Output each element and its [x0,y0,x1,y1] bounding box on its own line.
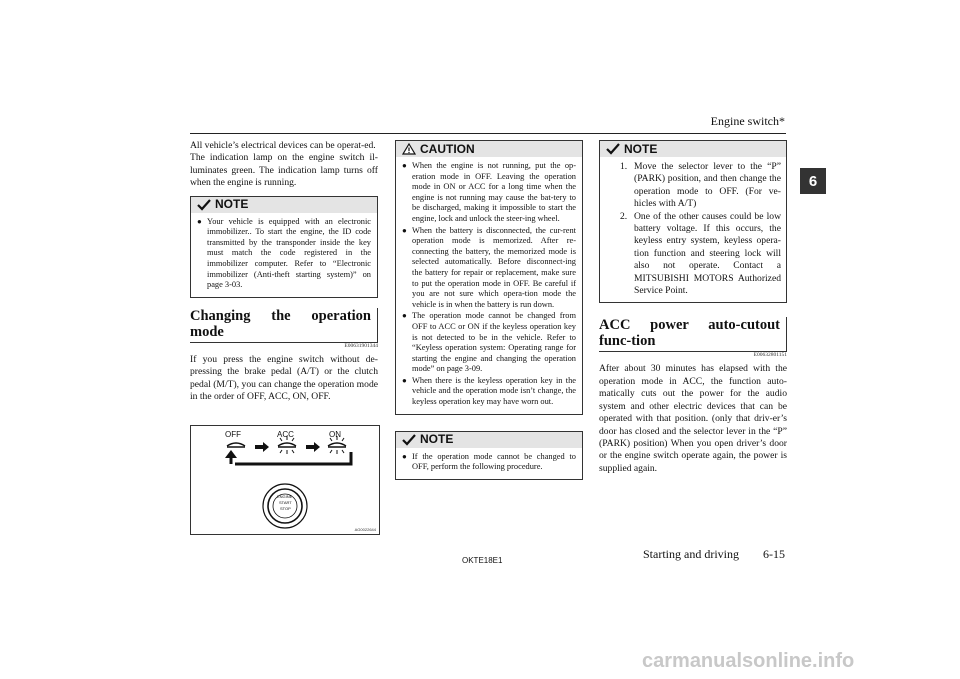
caution-item: When there is the keyless operation key in the vehicle and the operation mode isn’t change, the keyless operation key may have worn out. [412,375,576,407]
note-box-immobilizer [190,196,378,298]
caution-heading: CAUTION [396,141,582,157]
bullet-icon: ● [402,311,407,321]
header-rule [190,133,786,134]
footer-page-number: 6-15 [763,547,785,561]
indication-lamp-text: The indication lamp on the engine switch il-luminates green. The indication lamp turns off when the engine is running. [190,152,378,189]
caution-item: The operation mode cannot be changed from OFF to ACC or ON if the keyless operation key is not detected to be in the vehicle. Refer to “Keyless operation system: Operating range for starting the engine and changing the operation mode” on page 3-09. [412,311,576,374]
bullet-icon: ● [402,225,407,235]
note-check-icon [402,434,416,446]
column-2 [395,140,583,480]
acc-cutout-text: After about 30 minutes has elapsed with the operation mode in ACC, the function auto-matically cuts out the power for the audio system and other electric devices that can be operated with that position. (only that driv-er’s door has closed and the selector lever in the “P” (PARK) position) When you open driver’s door or the engine switch operate again, the power is supplied again. [599,363,787,474]
figure-diagram [191,426,379,534]
note-box-procedure [395,431,583,480]
button-text-stop: STOP [280,506,291,511]
bullet-icon: ● [402,161,407,170]
footer-code: OKTE18E1 [462,556,503,565]
note-step: 2. One of the other causes could be low battery voltage. If this occurs, the keyless entry system, keyless opera-tion function and steering lock will also not operate. Contact a MITSUBISHI MOTORS Authorized Service Point. [620,210,781,297]
column-3 [599,140,787,475]
caution-item: When the engine is not running, put the op-eration mode in OFF. Leaving the operation mode in ON or ACC for a long time when the engine is not running may cause the bat-tery to be discharged, making it impossible to start the engine, lock and unlock the steer-ing wheel. [412,161,576,223]
on-lamp-icon [328,436,346,454]
button-text-start: START [279,500,292,505]
bullet-icon: ● [402,451,407,461]
note-box-steps [599,140,787,303]
column-1 [190,140,378,403]
right-arrow-icon [255,442,269,452]
right-arrow-icon-2 [306,442,320,452]
caution-box [395,140,583,415]
footer-page [643,547,785,562]
header-title: Engine switch* [710,114,785,128]
acc-lamp-icon [278,436,296,454]
figure-label-on: ON [329,430,341,439]
operation-mode-text: If you press the engine switch without de-pressing the brake pedal (A/T) or the clutch pedal (M/T), you can change the operation mode in the order of OFF, ACC, ON, OFF. [190,353,378,402]
figure-code: AG0022644 [354,527,376,532]
section-title-acc-cutout: ACC power auto-cutout func-tion [599,317,787,352]
note-text: Your vehicle is equipped with an electronic immobilizer.. To start the engine, the ID code transmitted by the transponder inside the key must match the code registered in the immobilizer computer. Refer to “Electronic immobilizer (Anti-theft starting system)” on page 3-03. [207,216,371,290]
section-code: E00632801151 [753,352,787,359]
watermark: carmanualsonline.info [642,650,855,672]
operation-mode-figure [190,425,380,535]
intro-text: All vehicle’s electrical devices can be operat-ed. [190,140,376,151]
note-heading: NOTE [191,197,377,213]
warning-triangle-icon [402,143,416,155]
section-code: E00631901344 [344,342,378,349]
footer-section: Starting and driving [643,547,739,561]
return-arrow-icon [225,450,351,464]
caution-item: When the battery is disconnected, the cur-rent operation mode is memorized. After re-connecting the battery, the memorized mode is selected automatically. Before disconnect-ing the battery for repair or replacement, make sure to put the operation mode in OFF. Be careful if you are not sure which opera-tion mode the vehicle is in when the battery is run down. [412,225,576,309]
note-check-icon [197,199,211,211]
note-heading: NOTE [396,432,582,448]
note-step: 1. Move the selector lever to the “P” (PARK) position, and then change the operation mode to OFF. (For ve-hicles with A/T) [620,161,781,210]
section-title-operation-mode: Changing the operation mode [190,308,378,343]
figure-label-acc: ACC [277,430,294,439]
chapter-tab: 6 [800,168,826,194]
note-text: If the operation mode cannot be changed to OFF, perform the following procedure. [412,451,576,472]
figure-label-off: OFF [225,430,241,439]
bullet-icon: ● [197,216,202,226]
note-heading: NOTE [600,141,786,157]
bullet-icon: ● [402,375,407,385]
note-check-icon [606,143,620,155]
off-lamp-icon [227,443,245,447]
button-text-engine: ENGINE [277,494,293,499]
